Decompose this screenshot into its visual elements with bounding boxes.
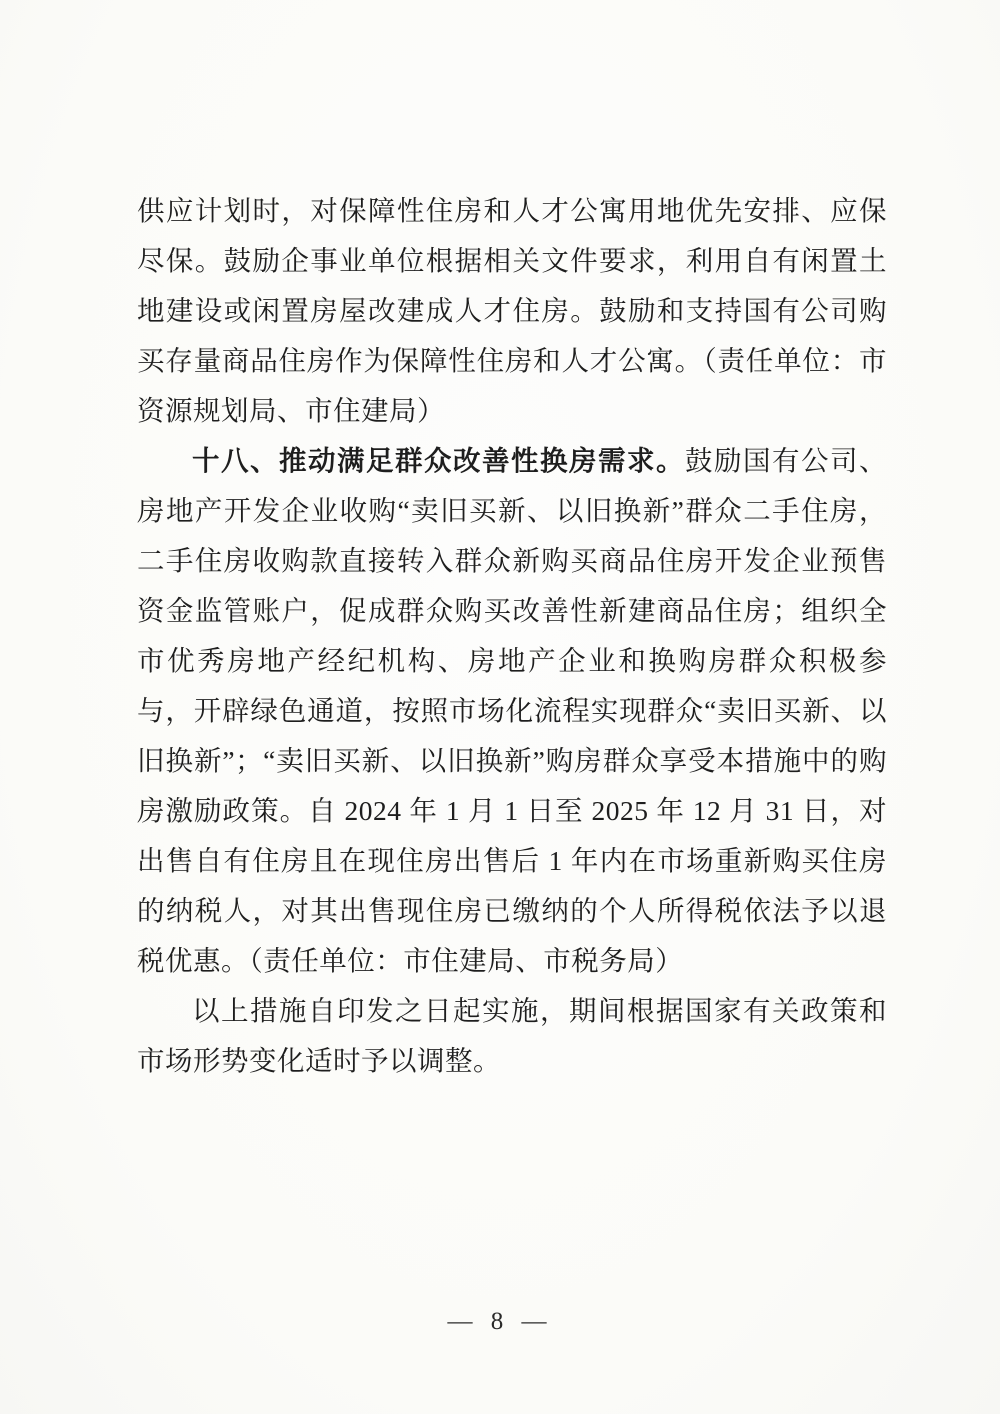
paragraph-section-18 xyxy=(137,436,887,986)
paragraph-closing: 以上措施自印发之日起实施，期间根据国家有关政策和市场形势变化适时予以调整。 xyxy=(137,995,887,1076)
page-number-footer: — 8 — xyxy=(447,1308,553,1335)
section-18-heading: 十八、推动满足群众改善性换房需求。 xyxy=(192,445,685,476)
paragraph-continuation: 供应计划时，对保障性住房和人才公寓用地优先安排、应保尽保。鼓励企事业单位根据相关文件要求，利用自有闲置土地建设或闲置房屋改建成人才住房。鼓励和支持国有公司购买存量商品住房作为保障性住房和人才公寓。（责任单位：市资源规划局、市住建局） xyxy=(137,195,887,426)
document-body xyxy=(137,186,887,1086)
section-18-body-text: 鼓励国有公司、房地产开发企业收购“卖旧买新、以旧换新”群众二手住房，二手住房收购款直接转入群众新购买商品住房开发企业预售资金监管账户，促成群众购买改善性新建商品住房；组织全市优秀房地产经纪机构、房地产企业和换购房群众积极参与，开辟绿色通道，按照市场化流程实现群众“卖旧买新、以旧换新”；“卖旧买新、以旧换新”购房群众享受本措施中的购房激励政策。自 2024 年 1 月 1 日至 2025 年 12 月 31 日，对出售自有住房且在现住房出售后 1 年内在市场重新购买住房的纳税人，对其出售现住房已缴纳的个人所得税依法予以退税优惠。（责任单位：市住建局、市税务局） xyxy=(137,445,887,976)
